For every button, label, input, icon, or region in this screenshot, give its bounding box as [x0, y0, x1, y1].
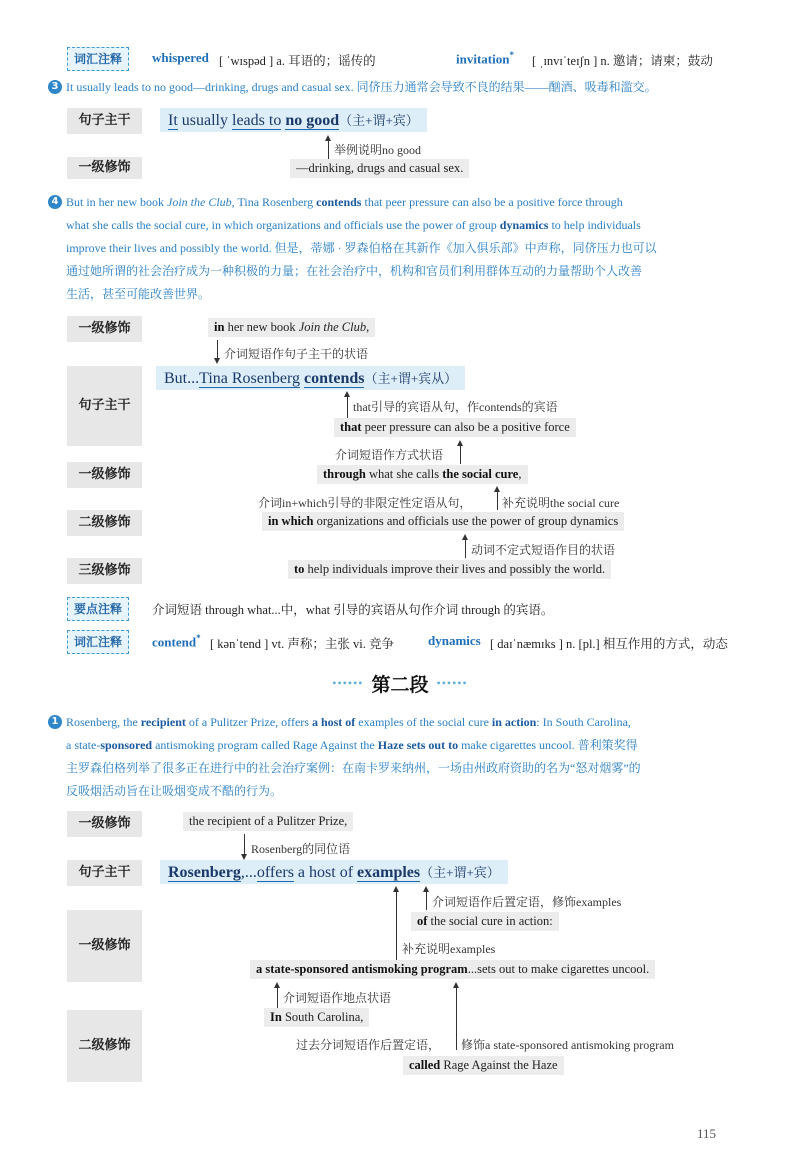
page-number: 115	[697, 1126, 717, 1141]
arrow-up-icon	[344, 391, 350, 397]
vocab-word: whispered	[152, 50, 209, 65]
modifier-phrase: that peer pressure can also be a positive force	[334, 418, 576, 437]
label-modifier-1: 一级修饰	[67, 316, 142, 342]
arrow-up-icon	[462, 534, 468, 540]
modifier-phrase: of the social cure in action:	[411, 912, 559, 931]
connector-line	[465, 538, 466, 558]
label-modifier-3: 三级修饰	[67, 558, 142, 584]
annotation-note: 补充说明the social cure	[502, 496, 620, 510]
connector-line	[497, 490, 498, 510]
annotation-note: Rosenberg的同位语	[251, 842, 351, 856]
main-clause: But...Tina Rosenberg contends（主+谓+宾从）	[156, 366, 465, 390]
sentence-4: 4 But in her new book Join the Club, Tina Rosenberg contends that peer pressure can also be a positive force through what she calls the social cure, in which organizations and officials use the power of group dynamics to help individuals improve their lives and possibly the world. 但是，蒂娜 · 罗森伯格在其新作《加入俱乐部》中声称，同侪压力也可以 通过她所谓的社会治疗成为一种积极的力量；在社会治疗中，机构和官员们利用群体互动的力量帮助个人改善 生活，甚至可能改善世界。	[66, 191, 766, 306]
connector-line	[277, 986, 278, 1008]
arrow-up-icon	[274, 982, 280, 988]
heading-dots: ••••••	[332, 676, 364, 690]
modifier-phrase: —drinking, drugs and casual sex.	[290, 159, 469, 178]
annotation-note: 介词短语作方式状语	[335, 448, 444, 462]
label-main-clause: 句子主干	[67, 366, 142, 446]
modifier-phrase: in which organizations and officials use the power of group dynamics	[262, 512, 624, 531]
annotation-note: 过去分词短语作后置定语，	[296, 1038, 441, 1052]
annotation-note: 动词不定式短语作目的状语	[471, 543, 616, 557]
sentence-p2-1: 1 Rosenberg, the recipient of a Pulitzer Prize, offers a host of examples of the social cure in action: In South Carolina, a state-sponsored antismoking program called Rage Against the Haze sets out to make cigarettes uncool. 普利策奖得 主罗森伯格列举了很多正在进行中的社会治疗案例：在南卡罗来纳州，一场由州政府资助的名为“怒对烟雾”的 反吸烟活动旨在让吸烟变成不酷的行为。	[66, 711, 766, 803]
section-heading	[0, 670, 800, 697]
sentence-number: 1	[48, 715, 62, 729]
label-modifier-2: 二级修饰	[67, 510, 142, 536]
vocab-tag: 词汇注释	[67, 630, 129, 654]
annotation-note: 举例说明no good	[334, 143, 422, 157]
connector-line	[456, 986, 457, 1050]
arrow-up-icon	[423, 886, 429, 892]
arrow-up-icon	[325, 135, 331, 141]
key-note-text: 介词短语 through what...中，what 引导的宾语从句作介词 through 的宾语。	[152, 603, 554, 617]
sentence-3: 3 It usually leads to no good—drinking, drugs and casual sex. 同侪压力通常会导致不良的结果——酗酒、吸毒和滥交。	[66, 76, 766, 99]
arrow-up-icon	[494, 486, 500, 492]
modifier-phrase: called Rage Against the Haze	[403, 1056, 564, 1075]
vocab-word: contend*	[152, 633, 201, 650]
vocab-word: dynamics	[428, 633, 481, 648]
label-modifier-1: 一级修饰	[67, 462, 142, 488]
arrow-up-icon	[453, 982, 459, 988]
vocab-definition: [ daɪˈnæmɪks ] n. [pl.] 相互作用的方式，动态	[490, 637, 728, 651]
connector-line	[426, 890, 427, 910]
arrow-up-icon	[457, 440, 463, 446]
main-clause: Rosenberg,...offers a host of examples（主+谓+宾）	[160, 860, 508, 884]
annotation-note: 介词短语作地点状语	[283, 991, 392, 1005]
key-note-tag: 要点注释	[67, 597, 129, 621]
annotation-note: 介词短语作后置定语，修饰examples	[432, 895, 622, 909]
sentence-number: 4	[48, 195, 62, 209]
sentence-number: 3	[48, 80, 62, 94]
annotation-note: that引导的宾语从句，作contends的宾语	[353, 400, 558, 414]
annotation-note: 补充说明examples	[402, 942, 496, 956]
connector-line	[244, 834, 245, 856]
arrow-up-icon	[393, 886, 399, 892]
vocab-definition: [ kənˈtend ] vt. 声称；主张 vi. 竞争	[210, 637, 395, 651]
connector-line	[460, 444, 461, 464]
label-modifier-2: 二级修饰	[67, 1010, 142, 1082]
label-modifier-1: 一级修饰	[67, 157, 142, 179]
connector-line	[217, 340, 218, 360]
modifier-phrase: In South Carolina,	[264, 1008, 369, 1027]
connector-line	[347, 396, 348, 418]
arrow-down-icon	[214, 358, 220, 364]
label-main-clause: 句子主干	[67, 860, 142, 886]
label-modifier-1: 一级修饰	[67, 910, 142, 982]
modifier-phrase: to help individuals improve their lives and possibly the world.	[288, 560, 611, 579]
modifier-phrase: the recipient of a Pulitzer Prize,	[183, 812, 353, 831]
modifier-phrase: in her new book Join the Club,	[208, 318, 375, 337]
connector-line	[396, 890, 397, 960]
label-modifier-1: 一级修饰	[67, 811, 142, 837]
annotation-note: 修饰a state-sponsored antismoking program	[461, 1038, 674, 1052]
vocab-tag: 词汇注释	[67, 47, 129, 71]
vocab-definition: [ ˌɪnvɪˈteɪʃn ] n. 邀请；请柬；鼓动	[532, 54, 713, 68]
vocab-word: invitation*	[456, 50, 514, 67]
modifier-phrase: a state-sponsored antismoking program...sets out to make cigarettes uncool.	[250, 960, 655, 979]
heading-dots: ••••••	[436, 676, 468, 690]
annotation-note: 介词in+which引导的非限定性定语从句，	[258, 496, 472, 510]
main-clause: It usually leads to no good（主+谓+宾）	[160, 108, 427, 132]
vocab-definition: [ ˈwɪspəd ] a. 耳语的；谣传的	[219, 54, 376, 68]
modifier-phrase: through what she calls the social cure,	[317, 465, 528, 484]
heading-title: 第二段	[371, 674, 429, 696]
annotation-note: 介词短语作句子主干的状语	[224, 347, 369, 361]
label-main-clause: 句子主干	[67, 108, 142, 134]
